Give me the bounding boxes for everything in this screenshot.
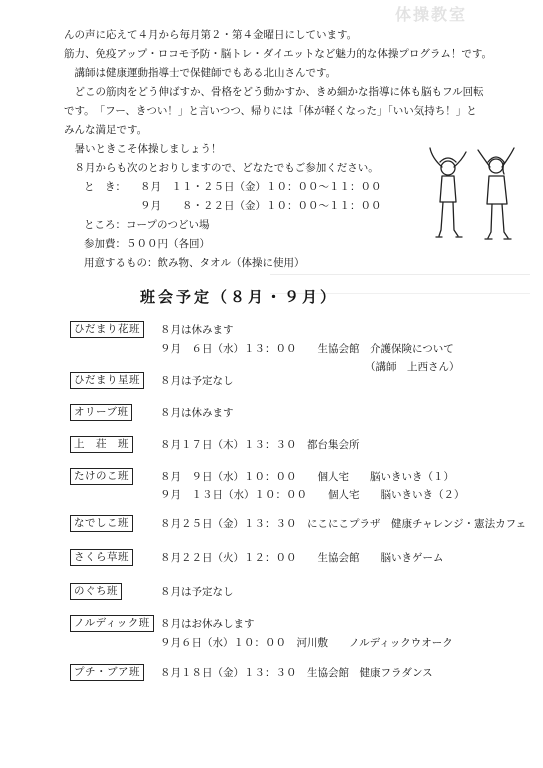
group-name-nordic: ノルディック班 [70, 615, 154, 632]
group-name-kamisou: 上 荘 班 [70, 436, 133, 453]
place-line: ところ：コープのつどい場 [84, 219, 210, 231]
group-entry: （講師 上西さん） [365, 361, 460, 373]
article-line-7: 暑いときこそ体操しましょう！ [64, 143, 222, 155]
group-entry: ８月２５日（金）１３：３０ にこにこプラザ 健康チャレンジ・憲法カフェ [160, 518, 527, 530]
bring-line: 用意するもの：飲み物、タオル（体操に使用） [84, 257, 305, 269]
group-name-petit-bua: プチ・ブア班 [70, 664, 144, 681]
group-name-sakurasou: さくら草班 [70, 549, 133, 566]
group-entry: ９月 １３日（水）１０：００ 個人宅 脳いきいき（２） [160, 489, 465, 501]
group-name-nadeshiko: なでしこ班 [70, 515, 133, 532]
group-entry: ８月 ９日（水）１０：００ 個人宅 脳いきいき（１） [160, 471, 454, 483]
exercising-people-illustration [418, 140, 528, 250]
fee-line: 参加費：５００円（各回） [84, 238, 210, 250]
group-entry: ８月は予定なし [160, 375, 234, 387]
when-line-2: ９月 ８・２２日（金）１０：００～１１：００ [140, 200, 382, 212]
group-name-hidamari-hana: ひだまり花班 [70, 321, 144, 338]
article-line-8: ８月からも次のとおりしますので、どなたでもご参加ください。 [64, 162, 379, 174]
group-name-olive: オリーブ班 [70, 404, 132, 421]
schedule-title: 班会予定（８月・９月） [140, 288, 339, 306]
article-line-3: 講師は健康運動指導士で保健師でもある北山さんです。 [64, 67, 337, 79]
ghost-heading: 体操教室 [395, 5, 468, 24]
article-line-5: です。 「フー、きつい！」と言いつつ、帰りには「体が軽くなった」「いい気持ち！」と [64, 105, 477, 117]
group-entry: ８月２２日（火）１２：００ 生協会館 脳いきゲーム [160, 552, 444, 564]
article-line-1: んの声に応えて４月から毎月第２・第４金曜日にしています。 [64, 29, 358, 41]
group-name-hidamari-hoshi: ひだまり星班 [70, 372, 144, 389]
group-entry: ８月はお休みします [160, 618, 255, 630]
article-line-6: みんな満足です。 [64, 124, 148, 136]
group-entry: ８月１７日（木）１３：３０ 都台集会所 [160, 439, 360, 451]
group-entry: ８月は予定なし [160, 586, 234, 598]
when-line-1: ８月 １１・２５日（金）１０：００～１１：００ [140, 181, 382, 193]
group-entry: ９月６日（水）１０：００ 河川敷 ノルディックウオーク [160, 637, 453, 649]
article-line-4: どこの筋肉をどう伸ばすか、骨格をどう動かすか、きめ細かな指導に体も脳もフル回転 [64, 86, 484, 98]
group-entry: ９月 ６日（水）１３：００ 生協会館 介護保険について [160, 343, 454, 355]
article-line-2: 筋力、免疫アップ・ロコモ予防・脳トレ・ダイエットなど魅力的な体操プログラム！です。 [64, 48, 492, 60]
when-label: と き： [84, 181, 126, 193]
group-entry: ８月は休みます [160, 324, 234, 336]
group-entry: ８月１８日（金）１３：３０ 生協会館 健康フラダンス [160, 667, 433, 679]
group-name-takenoko: たけのこ班 [70, 468, 133, 485]
group-name-noguchi: のぐち班 [70, 583, 122, 600]
group-entry: ８月は休みます [160, 407, 234, 419]
